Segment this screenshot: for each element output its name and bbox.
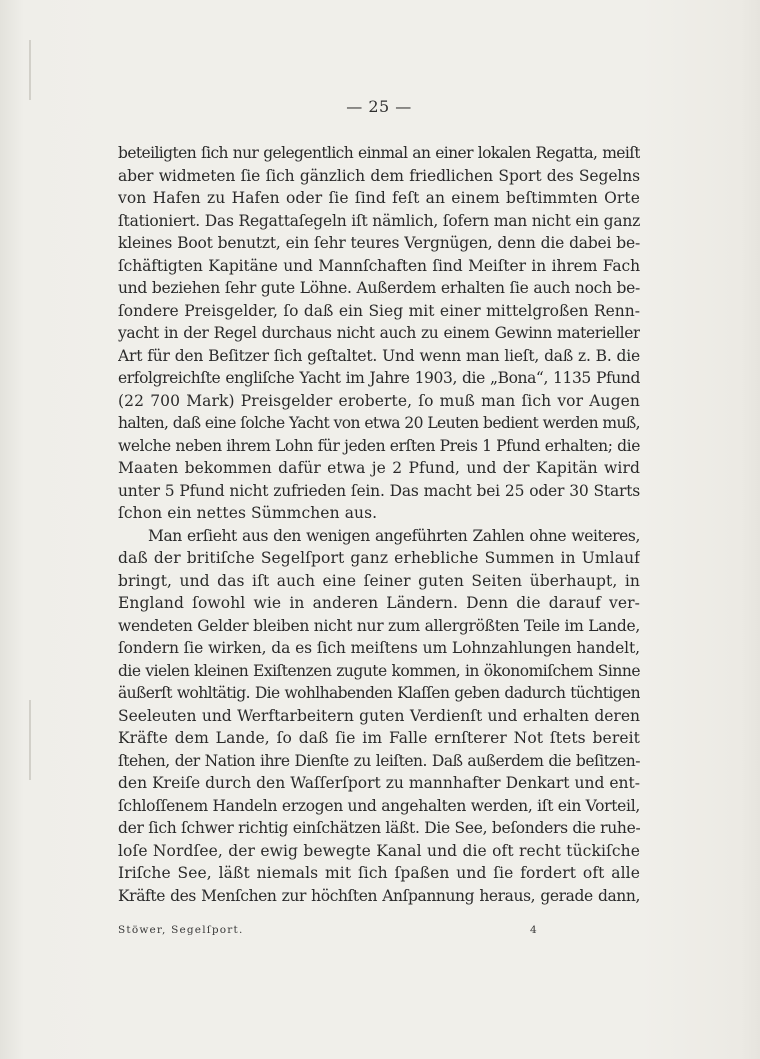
text-line: Man erſieht aus den wenigen angeführten Zahlen ohne weiteres, — [148, 526, 640, 545]
text-line: erfolgreichſte engliſche Yacht im Jahre 1903, die „Bona“, 1135 Pfund — [118, 369, 640, 387]
text-line: ſtehen, der Nation ihre Dienſte zu leiſten. Daß außerdem die beſitzen- — [118, 751, 640, 770]
text-line: daß der britiſche Segelſport ganz erhebliche Summen in Umlauf — [118, 549, 640, 567]
text-line: (22 700 Mark) Preisgelder eroberte, ſo muß man ſich vor Augen — [118, 391, 640, 410]
text-line: Kräfte des Menſchen zur höchſten Anſpannung heraus, gerade dann, — [118, 886, 640, 905]
text-line: die vielen kleinen Exiſtenzen zugute kommen, in ökonomiſchem Sinne — [118, 661, 640, 680]
text-line: ſchloſſenem Handeln erzogen und angehalten werden, iſt ein Vorteil, — [118, 796, 640, 815]
signature-mark: Stöwer, Segelſport. — [118, 924, 244, 936]
text-line: Iriſche See, läßt niemals mit ſich ſpaßen und ſie fordert oft alle — [118, 864, 640, 882]
text-line: yacht in der Regel durchaus nicht auch zu einem Gewinn materieller — [118, 324, 640, 342]
paragraph — [118, 525, 640, 908]
text-line: ſchon ein nettes Sümmchen aus. — [118, 504, 378, 522]
text-line: Kräfte dem Lande, ſo daß ſie im Falle ernſterer Not ſtets bereit — [118, 729, 640, 747]
text-line: Maaten bekommen dafür etwa je 2 Pfund, und der Kapitän wird — [118, 459, 640, 477]
signature-number: 4 — [530, 924, 537, 936]
text-line: England ſowohl wie in anderen Ländern. Denn die darauf ver- — [118, 594, 640, 612]
text-line: Seeleuten und Werftarbeitern guten Verdienſt und erhalten deren — [118, 706, 640, 725]
text-line: aber widmeten ſie ſich gänzlich dem friedlichen Sport des Segelns — [118, 166, 640, 185]
text-line: bringt, und das iſt auch eine ſeiner guten Seiten überhaupt, in — [118, 571, 640, 590]
page-number: — 25 — — [346, 97, 412, 116]
text-line: den Kreiſe durch den Waſſerſport zu mannhafter Denkart und ent- — [118, 774, 640, 792]
page-body — [118, 142, 640, 907]
text-line: ſondere Preisgelder, ſo daß ein Sieg mit einer mittelgroßen Renn- — [118, 301, 640, 320]
text-line: ſondern ſie wirken, da es ſich meiſtens um Lohnzahlungen handelt, — [118, 639, 640, 657]
text-line: ſtationiert. Das Regattaſegeln iſt nämlich, ſofern man nicht ein ganz — [118, 211, 640, 230]
text-line: äußerſt wohltätig. Die wohlhabenden Klaſſen geben dadurch tüchtigen — [118, 684, 640, 702]
text-line: Art für den Beſitzer ſich geſtaltet. Und wenn man lieſt, daß z. B. die — [118, 346, 640, 365]
text-line: beteiligten ſich nur gelegentlich einmal an einer lokalen Regatta, meiſt — [118, 144, 640, 162]
text-line: loſe Nordſee, der ewig bewegte Kanal und die oft recht tückiſche — [118, 841, 640, 860]
text-line: kleines Boot benutzt, ein ſehr teures Vergnügen, denn die dabei be- — [118, 234, 640, 252]
text-line: ſchäftigten Kapitäne und Mannſchaften ſind Meiſter in ihrem Fach — [118, 256, 640, 275]
text-line: wendeten Gelder bleiben nicht nur zum allergrößten Teile im Lande, — [118, 616, 640, 635]
text-line: unter 5 Pfund nicht zufrieden ſein. Das macht bei 25 oder 30 Starts — [118, 481, 640, 500]
text-line: und beziehen ſehr gute Löhne. Außerdem erhalten ſie auch noch be- — [118, 279, 640, 297]
paragraph — [118, 142, 640, 525]
binding-mark — [29, 40, 31, 100]
text-line: halten, daß eine ſolche Yacht von etwa 20 Leuten bedient werden muß, — [118, 414, 640, 432]
text-line: der ſich ſchwer richtig einſchätzen läßt. Die See, beſonders die ruhe- — [118, 819, 640, 837]
text-line: von Hafen zu Hafen oder ſie ſind feſt an einem beſtimmten Orte — [118, 189, 640, 207]
text-line: welche neben ihrem Lohn für jeden erſten Preis 1 Pfund erhalten; die — [118, 436, 640, 455]
book-page — [118, 96, 640, 936]
binding-mark — [29, 700, 31, 780]
page-footer — [118, 924, 640, 942]
